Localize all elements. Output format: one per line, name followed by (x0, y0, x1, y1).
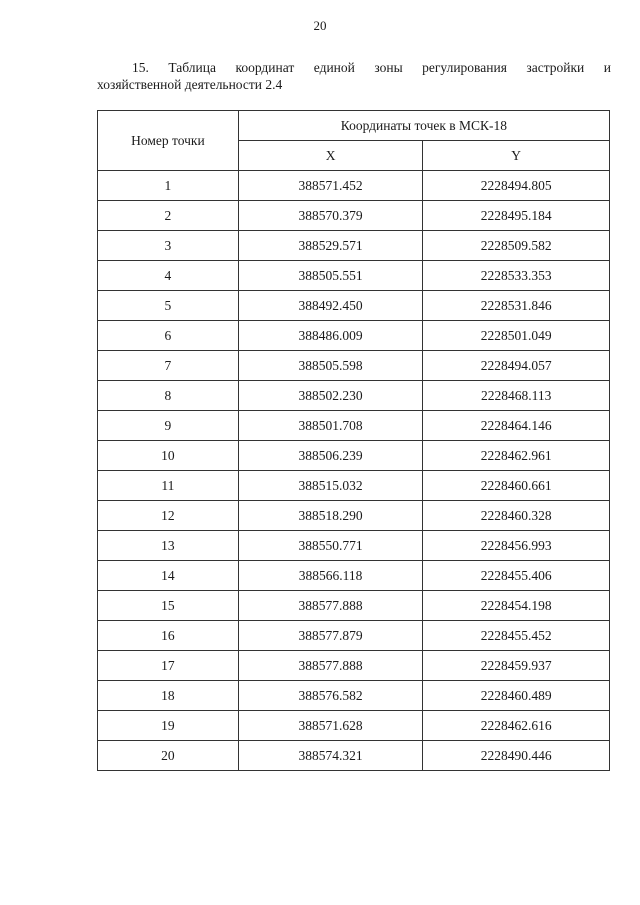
point-number-cell: 12 (98, 501, 239, 531)
table-row (98, 711, 610, 741)
table-row (98, 411, 610, 441)
point-number-cell: 10 (98, 441, 239, 471)
point-number-cell: 14 (98, 561, 239, 591)
table-row (98, 561, 610, 591)
heading-line-1: 15. Таблица координат единой зоны регулирования застройки и (132, 60, 611, 75)
table-row (98, 291, 610, 321)
point-number-cell: 9 (98, 411, 239, 441)
x-coordinate-cell: 388570.379 (238, 201, 423, 231)
table-row (98, 621, 610, 651)
y-coordinate-cell: 2228460.328 (423, 501, 610, 531)
point-number-cell: 11 (98, 471, 239, 501)
x-coordinate-cell: 388577.879 (238, 621, 423, 651)
x-header: X (238, 141, 423, 171)
y-coordinate-cell: 2228464.146 (423, 411, 610, 441)
point-number-cell: 15 (98, 591, 239, 621)
point-number-cell: 20 (98, 741, 239, 771)
table-row (98, 651, 610, 681)
y-coordinate-cell: 2228494.805 (423, 171, 610, 201)
point-number-cell: 5 (98, 291, 239, 321)
y-coordinate-cell: 2228501.049 (423, 321, 610, 351)
x-coordinate-cell: 388502.230 (238, 381, 423, 411)
point-number-cell: 8 (98, 381, 239, 411)
y-coordinate-cell: 2228460.661 (423, 471, 610, 501)
heading-line-2: хозяйственной деятельности 2.4 (97, 77, 283, 92)
table-row (98, 741, 610, 771)
x-coordinate-cell: 388577.888 (238, 591, 423, 621)
point-number-cell: 16 (98, 621, 239, 651)
x-coordinate-cell: 388566.118 (238, 561, 423, 591)
x-coordinate-cell: 388505.551 (238, 261, 423, 291)
table-header-row (98, 111, 610, 141)
point-number-cell: 6 (98, 321, 239, 351)
x-coordinate-cell: 388529.571 (238, 231, 423, 261)
table-row (98, 381, 610, 411)
x-coordinate-cell: 388486.009 (238, 321, 423, 351)
y-coordinate-cell: 2228490.446 (423, 741, 610, 771)
x-coordinate-cell: 388501.708 (238, 411, 423, 441)
point-number-header: Номер точки (98, 111, 239, 171)
table-row (98, 261, 610, 291)
y-coordinate-cell: 2228455.406 (423, 561, 610, 591)
y-coordinate-cell: 2228459.937 (423, 651, 610, 681)
point-number-cell: 3 (98, 231, 239, 261)
x-coordinate-cell: 388518.290 (238, 501, 423, 531)
x-coordinate-cell: 388574.321 (238, 741, 423, 771)
y-coordinate-cell: 2228456.993 (423, 531, 610, 561)
table-row (98, 201, 610, 231)
point-number-cell: 1 (98, 171, 239, 201)
y-coordinate-cell: 2228495.184 (423, 201, 610, 231)
table-row (98, 171, 610, 201)
x-coordinate-cell: 388506.239 (238, 441, 423, 471)
table-row (98, 681, 610, 711)
y-header: Y (423, 141, 610, 171)
x-coordinate-cell: 388571.628 (238, 711, 423, 741)
y-coordinate-cell: 2228494.057 (423, 351, 610, 381)
table-row (98, 321, 610, 351)
point-number-cell: 17 (98, 651, 239, 681)
point-number-cell: 2 (98, 201, 239, 231)
y-coordinate-cell: 2228468.113 (423, 381, 610, 411)
coordinates-table (97, 110, 610, 771)
point-number-cell: 18 (98, 681, 239, 711)
table-body (98, 171, 610, 771)
point-number-cell: 4 (98, 261, 239, 291)
table-row (98, 531, 610, 561)
point-number-cell: 7 (98, 351, 239, 381)
table-row (98, 351, 610, 381)
x-coordinate-cell: 388505.598 (238, 351, 423, 381)
table-row (98, 231, 610, 261)
x-coordinate-cell: 388576.582 (238, 681, 423, 711)
x-coordinate-cell: 388515.032 (238, 471, 423, 501)
x-coordinate-cell: 388492.450 (238, 291, 423, 321)
y-coordinate-cell: 2228531.846 (423, 291, 610, 321)
y-coordinate-cell: 2228455.452 (423, 621, 610, 651)
point-number-cell: 13 (98, 531, 239, 561)
x-coordinate-cell: 388577.888 (238, 651, 423, 681)
coordinates-header: Координаты точек в МСК-18 (238, 111, 609, 141)
x-coordinate-cell: 388550.771 (238, 531, 423, 561)
table-row (98, 441, 610, 471)
y-coordinate-cell: 2228460.489 (423, 681, 610, 711)
table-row (98, 501, 610, 531)
y-coordinate-cell: 2228454.198 (423, 591, 610, 621)
x-coordinate-cell: 388571.452 (238, 171, 423, 201)
y-coordinate-cell: 2228462.616 (423, 711, 610, 741)
y-coordinate-cell: 2228509.582 (423, 231, 610, 261)
point-number-cell: 19 (98, 711, 239, 741)
y-coordinate-cell: 2228533.353 (423, 261, 610, 291)
section-heading (97, 59, 611, 93)
table-row (98, 471, 610, 501)
page-number: 20 (313, 18, 327, 33)
y-coordinate-cell: 2228462.961 (423, 441, 610, 471)
table-row (98, 591, 610, 621)
